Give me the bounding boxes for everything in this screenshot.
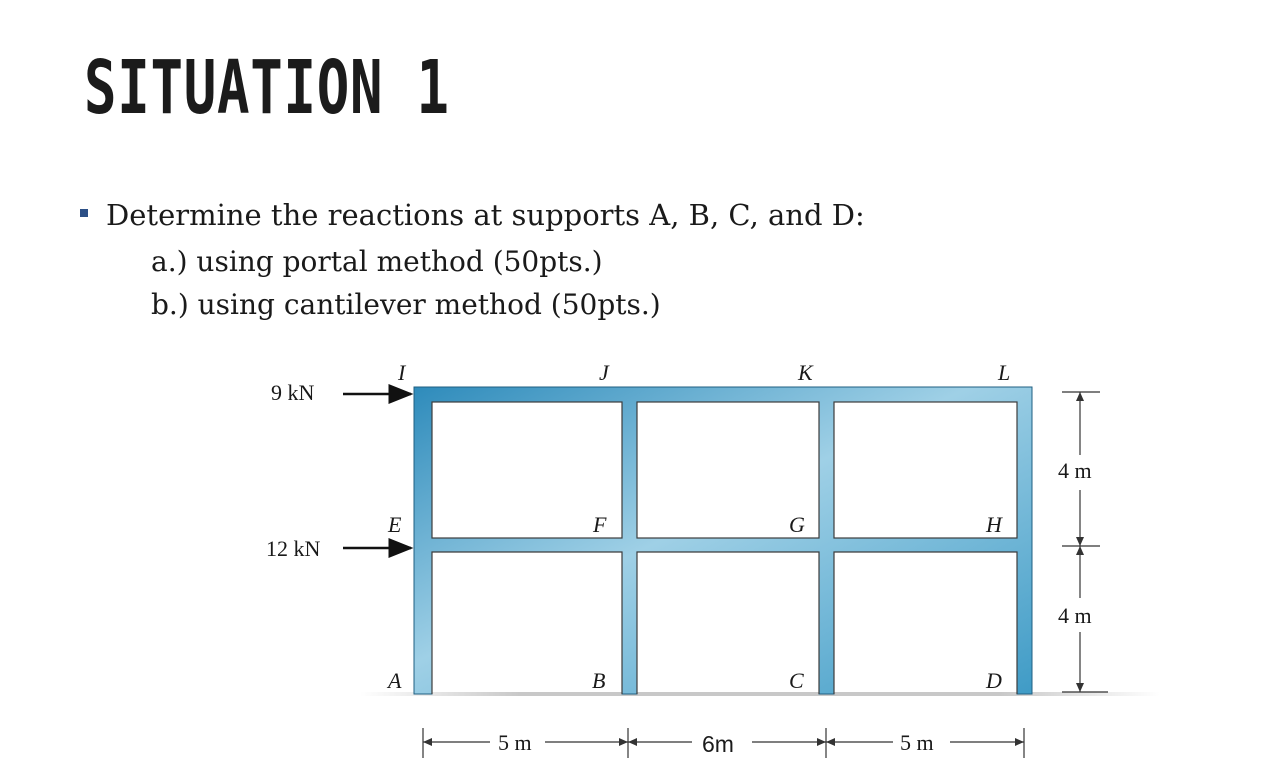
joint-label-j: J: [599, 360, 609, 385]
joint-label-f: F: [593, 512, 607, 537]
dim-bay-width-1: 5 m: [498, 730, 532, 755]
page-title: SITUATION 1: [84, 45, 450, 131]
joint-label-h: H: [986, 512, 1002, 537]
joint-label-k: K: [798, 360, 813, 385]
support-label-a: A: [388, 668, 402, 693]
joint-label-g: G: [789, 512, 805, 537]
support-label-b: B: [592, 668, 606, 693]
load-label-12kn: 12 kN: [266, 536, 321, 561]
support-label-c: C: [789, 668, 804, 693]
task-portal-method: a.) using portal method (50pts.): [151, 245, 603, 278]
dim-bay-width-2: 6m: [702, 731, 734, 757]
dim-bay-width-3: 5 m: [900, 730, 934, 755]
frame-members: [414, 387, 1032, 694]
problem-statement-text: Determine the reactions at supports A, B, C, and D:: [106, 198, 865, 232]
load-label-9kn: 9 kN: [271, 380, 315, 405]
joint-label-i: I: [398, 360, 406, 385]
joint-label-l: L: [998, 360, 1011, 385]
support-label-d: D: [986, 668, 1002, 693]
task-cantilever-method: b.) using cantilever method (50pts.): [151, 288, 661, 321]
joint-label-e: E: [388, 512, 402, 537]
ground-line: [360, 692, 1160, 696]
dim-story-height-lower: 4 m: [1058, 603, 1092, 628]
dim-story-height-upper: 4 m: [1058, 458, 1092, 483]
